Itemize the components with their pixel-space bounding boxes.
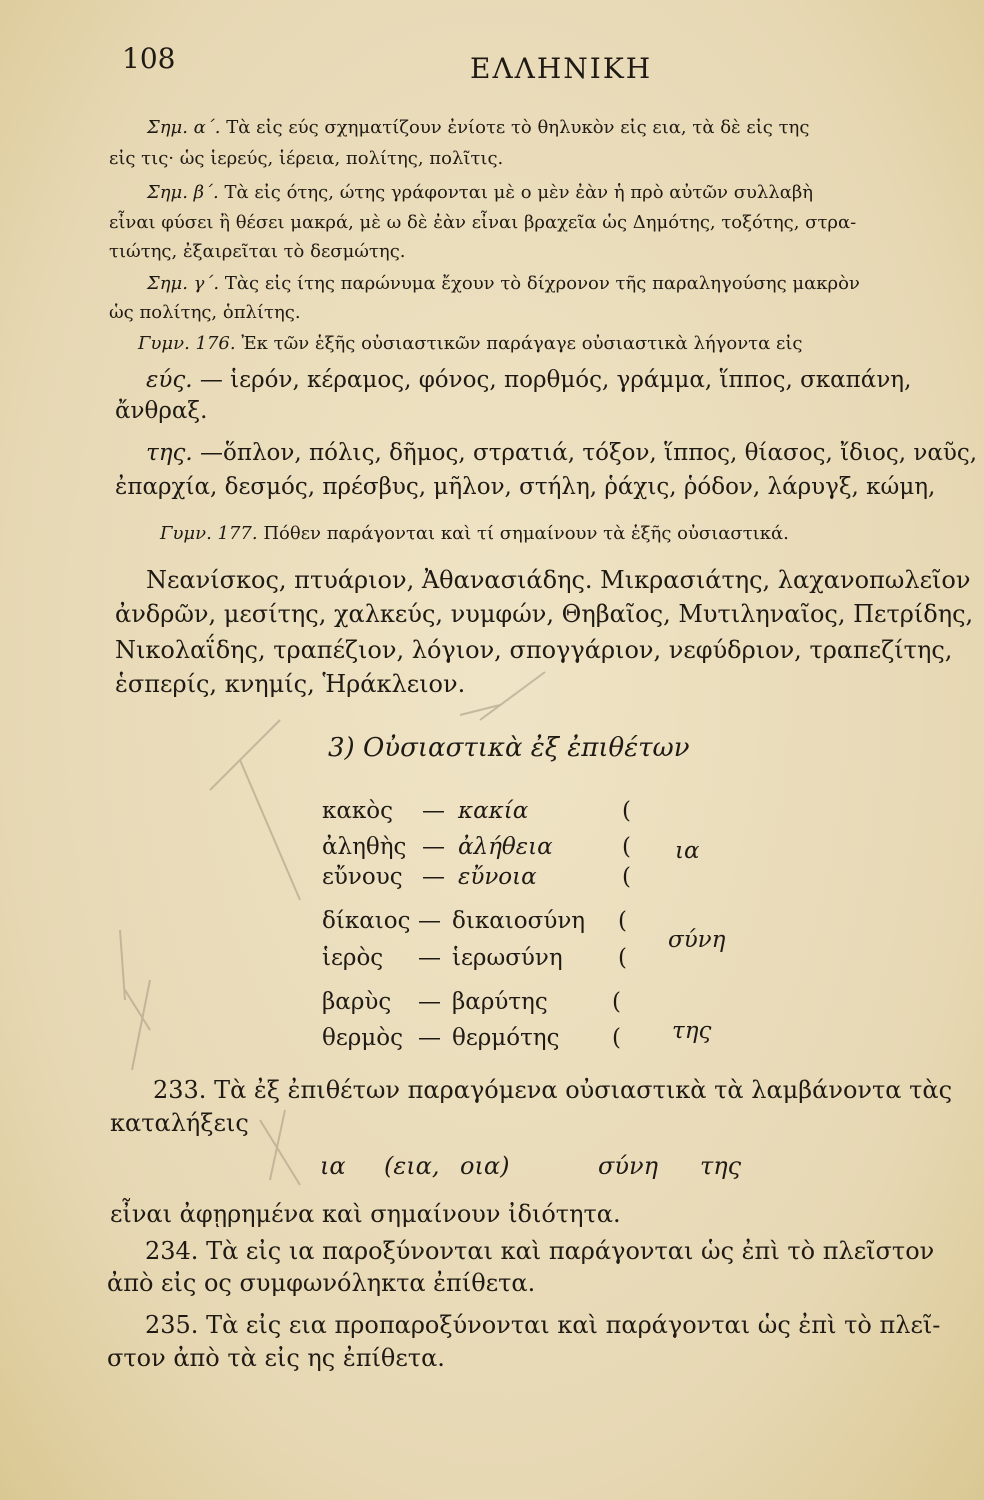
note-a-line-1 xyxy=(147,117,809,138)
tis-words-1: —ὅπλον, πόλις, δῆμος, στρατιά, τόξον, ἵππος, θίασος, ἴδιος, ναῦς, xyxy=(200,440,978,466)
table-paren: ( xyxy=(622,834,631,860)
exercise-177-line-2: ἀνδρῶν, μεσίτης, χαλκεύς, νυμφών, Θηβαῖος, Μυτιληναῖος, Πετρίδης, xyxy=(115,600,974,628)
table-noun: ἱερωσύνη xyxy=(452,945,563,971)
table-noun: θερμότης xyxy=(452,1025,560,1051)
exercise-177-line-4: ἑσπερίς, κνημίς, Ἡράκλειον. xyxy=(115,670,466,698)
paragraph-235-line-1: 235. Τὰ εἰς εια προπαροξύνονται καὶ παράγονται ὡς ἐπὶ τὸ πλεῖ- xyxy=(145,1311,941,1339)
exercise-177-intro-text: Πόθεν παράγονται καὶ τί σημαίνουν τὰ ἑξῆς οὐσιαστικά. xyxy=(263,523,789,544)
exercise-176-tis-line-2: ἐπαρχία, δεσμός, πρέσβυς, μῆλον, στήλη, ῥάχις, ῥόδον, λάρυγξ, κώμη, xyxy=(115,474,936,500)
exercise-176-intro xyxy=(138,333,802,354)
table-paren: ( xyxy=(612,1025,621,1051)
table-paren: ( xyxy=(618,908,627,934)
table-paren: ( xyxy=(618,945,627,971)
table-adjective: θερμὸς xyxy=(322,1025,403,1051)
exercise-177-label: Γυμν. 177. xyxy=(160,523,258,544)
exercise-177-line-1: Νεανίσκος, πτυάριον, Ἀθανασιάδης. Μικρασιάτης, λαχανοπωλεῖον xyxy=(146,566,971,594)
paragraph-235-line-2: στον ἀπὸ τὰ εἰς ης ἐπίθετα. xyxy=(107,1344,445,1372)
eus-words-1: — ἱερόν, κέραμος, φόνος, πορθμός, γράμμα, ἵππος, σκαπάνη, xyxy=(199,367,912,393)
exercise-177-intro xyxy=(160,523,789,544)
suffix-syni: σύνη xyxy=(598,1152,658,1180)
pencil-faint-mark xyxy=(260,1110,300,1185)
note-a-label: Σημ. α΄. xyxy=(147,117,221,138)
suffix-label: της xyxy=(672,1018,712,1044)
note-c-line-2: ὡς πολίτης, ὁπλίτης. xyxy=(109,302,301,323)
table-dash: — xyxy=(418,1025,441,1051)
tis-suffix: της. xyxy=(146,440,193,466)
table-adjective: ἱερὸς xyxy=(322,945,384,971)
suffix-eia: (εια, xyxy=(384,1152,440,1180)
suffix-ia: ια xyxy=(320,1152,346,1180)
table-adjective: εὔνους xyxy=(322,864,403,890)
table-paren: ( xyxy=(622,864,631,890)
paragraph-233-line-3: εἶναι ἀφῃρημένα καὶ σημαίνουν ἰδιότητα. xyxy=(110,1200,621,1228)
suffix-tis: της xyxy=(700,1152,742,1180)
exercise-176-intro-text: Ἐκ τῶν ἑξῆς οὐσιαστικῶν παράγαγε οὐσιαστικὰ λήγοντα εἰς xyxy=(241,333,803,354)
table-dash: — xyxy=(422,864,445,890)
note-b-line-3: τιώτης, ἐξαιρεῖται τὸ δεσμώτης. xyxy=(109,241,406,262)
note-b-line-1 xyxy=(147,182,813,203)
table-dash: — xyxy=(418,945,441,971)
table-noun: κακία xyxy=(458,798,529,824)
table-dash: — xyxy=(418,989,441,1015)
table-noun: δικαιοσύνη xyxy=(452,908,586,934)
exercise-176-label: Γυμν. 176. xyxy=(138,333,236,354)
table-dash: — xyxy=(422,798,445,824)
exercise-176-eus-line-1 xyxy=(146,367,911,393)
running-head: ΕΛΛΗΝΙΚΗ xyxy=(470,52,653,85)
table-noun: εὔνοια xyxy=(458,864,537,890)
note-c-label: Σημ. γ΄. xyxy=(147,273,220,294)
pencil-cross-mark xyxy=(210,720,300,900)
table-paren: ( xyxy=(622,798,631,824)
suffix-label: σύνη xyxy=(668,927,726,953)
table-adjective: δίκαιος xyxy=(322,908,411,934)
note-a-text-1: Τὰ εἰς εύς σχηματίζουν ἐνίοτε τὸ θηλυκὸν εἰς εια, τὰ δὲ εἰς της xyxy=(226,117,810,138)
paragraph-233-line-2: καταλήξεις xyxy=(110,1109,249,1137)
suffix-oia: οια) xyxy=(460,1152,510,1180)
table-dash: — xyxy=(418,908,441,934)
note-c-line-1 xyxy=(147,273,860,294)
table-adjective: βαρὺς xyxy=(322,989,392,1015)
exercise-176-eus-line-2: ἄνθραξ. xyxy=(115,398,208,424)
section-heading: 3) Οὐσιαστικὰ ἐξ ἐπιθέτων xyxy=(328,733,690,763)
paragraph-234-line-1: 234. Τὰ εἰς ια παροξύνονται καὶ παράγονται ὡς ἐπὶ τὸ πλεῖστον xyxy=(145,1237,935,1265)
note-a-line-2: εἰς τις· ὡς ἱερεύς, ἱέρεια, πολίτης, πολῖτις. xyxy=(109,148,504,169)
page-number: 108 xyxy=(122,42,176,75)
note-c-text-1: Τὰς εἰς ίτης παρώνυμα ἔχουν τὸ δίχρονον τῆς παραληγούσης μακρὸν xyxy=(224,273,860,294)
note-b-text-1: Τὰ εἰς ότης, ώτης γράφονται μὲ ο μὲν ἐὰν ἡ πρὸ αὐτῶν συλλαβὴ xyxy=(224,182,814,203)
table-dash: — xyxy=(422,834,445,860)
table-paren: ( xyxy=(612,989,621,1015)
table-noun: ἀλήθεια xyxy=(458,834,553,860)
paragraph-234-line-2: ἀπὸ εἰς ος συμφωνόληκτα ἐπίθετα. xyxy=(107,1269,536,1297)
table-adjective: κακὸς xyxy=(322,798,394,824)
suffix-label: ια xyxy=(675,838,700,864)
exercise-177-line-3: Νικολαΐδης, τραπέζιον, λόγιον, σπογγάριον, νεφύδριον, τραπεζίτης, xyxy=(115,636,953,664)
table-noun: βαρύτης xyxy=(452,989,548,1015)
note-b-label: Σημ. β΄. xyxy=(147,182,219,203)
pencil-scribble-mark xyxy=(120,930,150,1070)
exercise-176-tis-line-1 xyxy=(146,440,977,466)
paragraph-233-line-1: 233. Τὰ ἐξ ἐπιθέτων παραγόμενα οὐσιαστικὰ τὰ λαμβάνοντα τὰς xyxy=(153,1076,953,1104)
table-adjective: ἀληθὴς xyxy=(322,834,407,860)
pencil-tick-mark xyxy=(460,672,545,720)
eus-suffix: εύς. xyxy=(146,367,193,393)
note-b-line-2: εἶναι φύσει ἢ θέσει μακρά, μὲ ω δὲ ἐὰν εἶναι βραχεῖα ὡς Δημότης, τοξότης, στρα- xyxy=(109,212,857,233)
